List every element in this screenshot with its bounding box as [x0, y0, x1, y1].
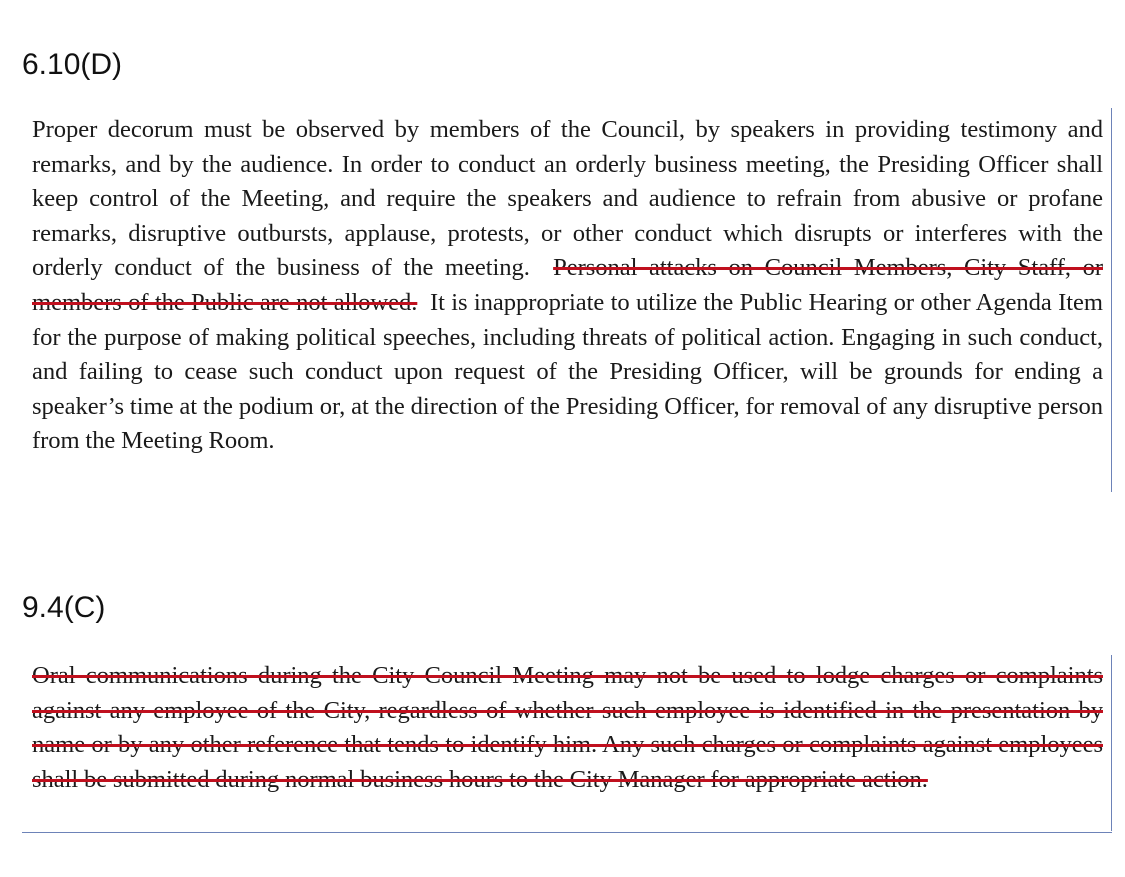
margin-change-bar	[1111, 655, 1112, 831]
section-body-6-10-d	[32, 113, 1103, 459]
section-body-9-4-c	[32, 659, 1103, 797]
paragraph-text: It is inappropriate to utilize the Public Hearing or other Agenda Item for the purpose of making political speeches, including threats of political action. Engaging in such conduct, and failing to cease such conduct upon request of the Presiding Officer, will be grounds for ending a speaker’s time at the podium or, at the direction of the Presiding Officer, for removal of any disruptive person from the Meeting Room.	[32, 288, 1103, 455]
section-heading-6-10-d: 6.10(D)	[22, 48, 123, 81]
margin-change-bar	[1111, 108, 1112, 492]
struck-text: Personal attacks on Council Members, City Staff, or members of the Public are not allowed.	[32, 254, 1103, 316]
struck-text: Oral communications during the City Council Meeting may not be used to lodge charges or complaints against any employee of the City, regardless of whether such employee is identified in the presentation by name or by any other reference that tends to identify him. Any such charges or complaints against employees shall be submitted during normal business hours to the City Manager for appropriate action.	[32, 662, 1103, 793]
bottom-rule	[22, 832, 1112, 833]
section-heading-9-4-c: 9.4(C)	[22, 591, 106, 624]
paragraph-text: Proper decorum must be observed by members of the Council, by speakers in providing testimony and remarks, and by the audience. In order to conduct an orderly business meeting, the Presiding Officer shall keep control of the Meeting, and require the speakers and audience to refrain from abusive or profane remarks, disruptive outbursts, applause, protests, or other conduct which disrupts or interferes with the orderly conduct of the business of the meeting.	[32, 116, 1103, 282]
